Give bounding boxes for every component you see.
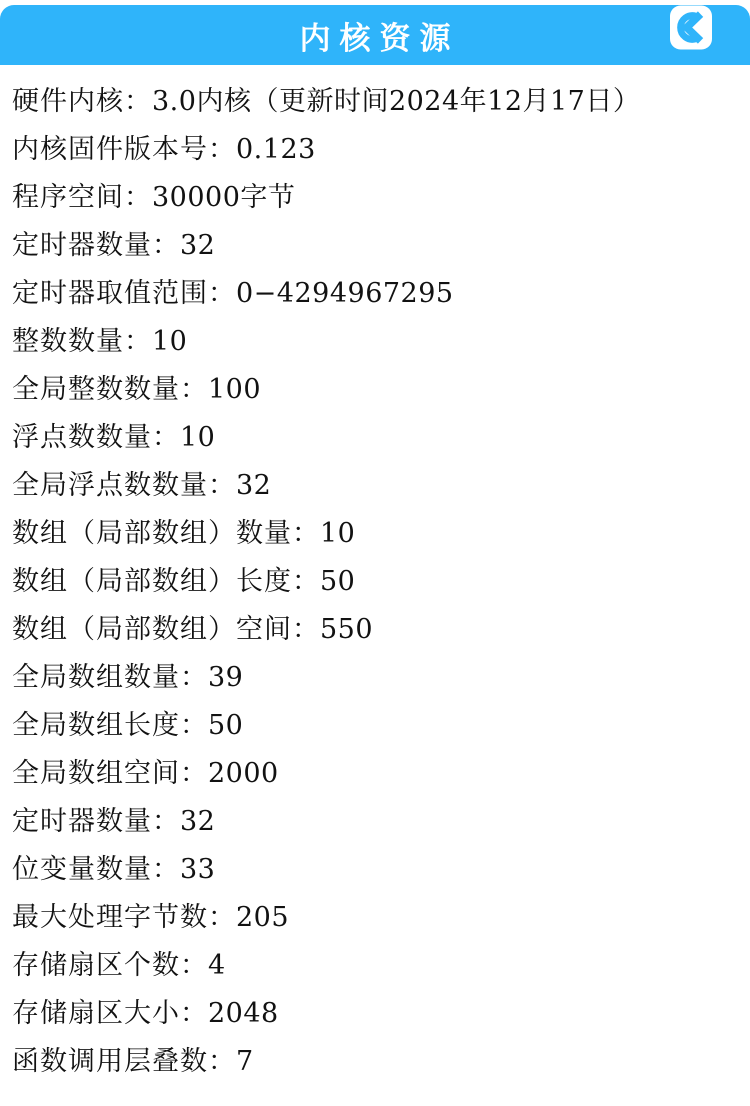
resource-value: 10: [320, 518, 356, 549]
resource-label: 整数数量：: [12, 326, 152, 357]
resource-line: [12, 894, 738, 942]
resource-value: 32: [180, 230, 216, 261]
resource-line: [12, 222, 738, 270]
resource-line: [12, 78, 738, 126]
resource-label: 定时器数量：: [12, 230, 180, 261]
resource-line: [12, 846, 738, 894]
resource-value: 100: [208, 374, 262, 405]
resource-value: 50: [208, 710, 244, 741]
resource-line: [12, 462, 738, 510]
resource-label: 数组（局部数组）长度：: [12, 566, 320, 597]
resource-line: [12, 414, 738, 462]
resource-value: 30000字节: [152, 182, 296, 213]
resource-line: [12, 126, 738, 174]
resource-line: [12, 702, 738, 750]
resource-line: [12, 510, 738, 558]
resource-line: [12, 366, 738, 414]
resource-label: 全局数组数量：: [12, 662, 208, 693]
resource-label: 存储扇区大小：: [12, 998, 208, 1029]
resource-label: 定时器取值范围：: [12, 278, 236, 309]
app-header: [0, 5, 750, 65]
resource-line: [12, 1038, 738, 1086]
resource-line: [12, 270, 738, 318]
k-logo-icon[interactable]: [670, 5, 712, 50]
resource-line: [12, 318, 738, 366]
resource-value: 205: [236, 902, 290, 933]
resource-label: 最大处理字节数：: [12, 902, 236, 933]
resource-value: 10: [180, 422, 216, 453]
resource-value: 39: [208, 662, 244, 693]
resource-line: [12, 606, 738, 654]
page-title: 内核资源: [299, 20, 460, 57]
resource-line: [12, 798, 738, 846]
resource-list: [0, 65, 750, 1086]
resource-label: 全局整数数量：: [12, 374, 208, 405]
resource-value: 50: [320, 566, 356, 597]
resource-value: 550: [320, 614, 374, 645]
resource-line: [12, 750, 738, 798]
resource-label: 程序空间：: [12, 182, 152, 213]
resource-label: 数组（局部数组）数量：: [12, 518, 320, 549]
resource-value: 3.0内核（更新时间2024年12月17日）: [152, 86, 641, 117]
resource-value: 7: [236, 1046, 254, 1077]
resource-value: 2048: [208, 998, 279, 1029]
resource-value: 0−4294967295: [236, 278, 454, 309]
resource-label: 数组（局部数组）空间：: [12, 614, 320, 645]
resource-label: 全局浮点数数量：: [12, 470, 236, 501]
resource-value: 4: [208, 950, 226, 981]
resource-label: 全局数组长度：: [12, 710, 208, 741]
resource-label: 全局数组空间：: [12, 758, 208, 789]
resource-value: 32: [180, 806, 216, 837]
resource-label: 存储扇区个数：: [12, 950, 208, 981]
resource-value: 32: [236, 470, 272, 501]
resource-label: 内核固件版本号：: [12, 134, 236, 165]
resource-value: 2000: [208, 758, 279, 789]
resource-label: 硬件内核：: [12, 86, 152, 117]
resource-line: [12, 654, 738, 702]
resource-value: 33: [180, 854, 216, 885]
resource-label: 位变量数量：: [12, 854, 180, 885]
resource-line: [12, 942, 738, 990]
resource-line: [12, 174, 738, 222]
resource-label: 浮点数数量：: [12, 422, 180, 453]
resource-line: [12, 558, 738, 606]
resource-value: 10: [152, 326, 188, 357]
resource-line: [12, 990, 738, 1038]
resource-label: 定时器数量：: [12, 806, 180, 837]
resource-label: 函数调用层叠数：: [12, 1046, 236, 1077]
resource-value: 0.123: [236, 134, 316, 165]
